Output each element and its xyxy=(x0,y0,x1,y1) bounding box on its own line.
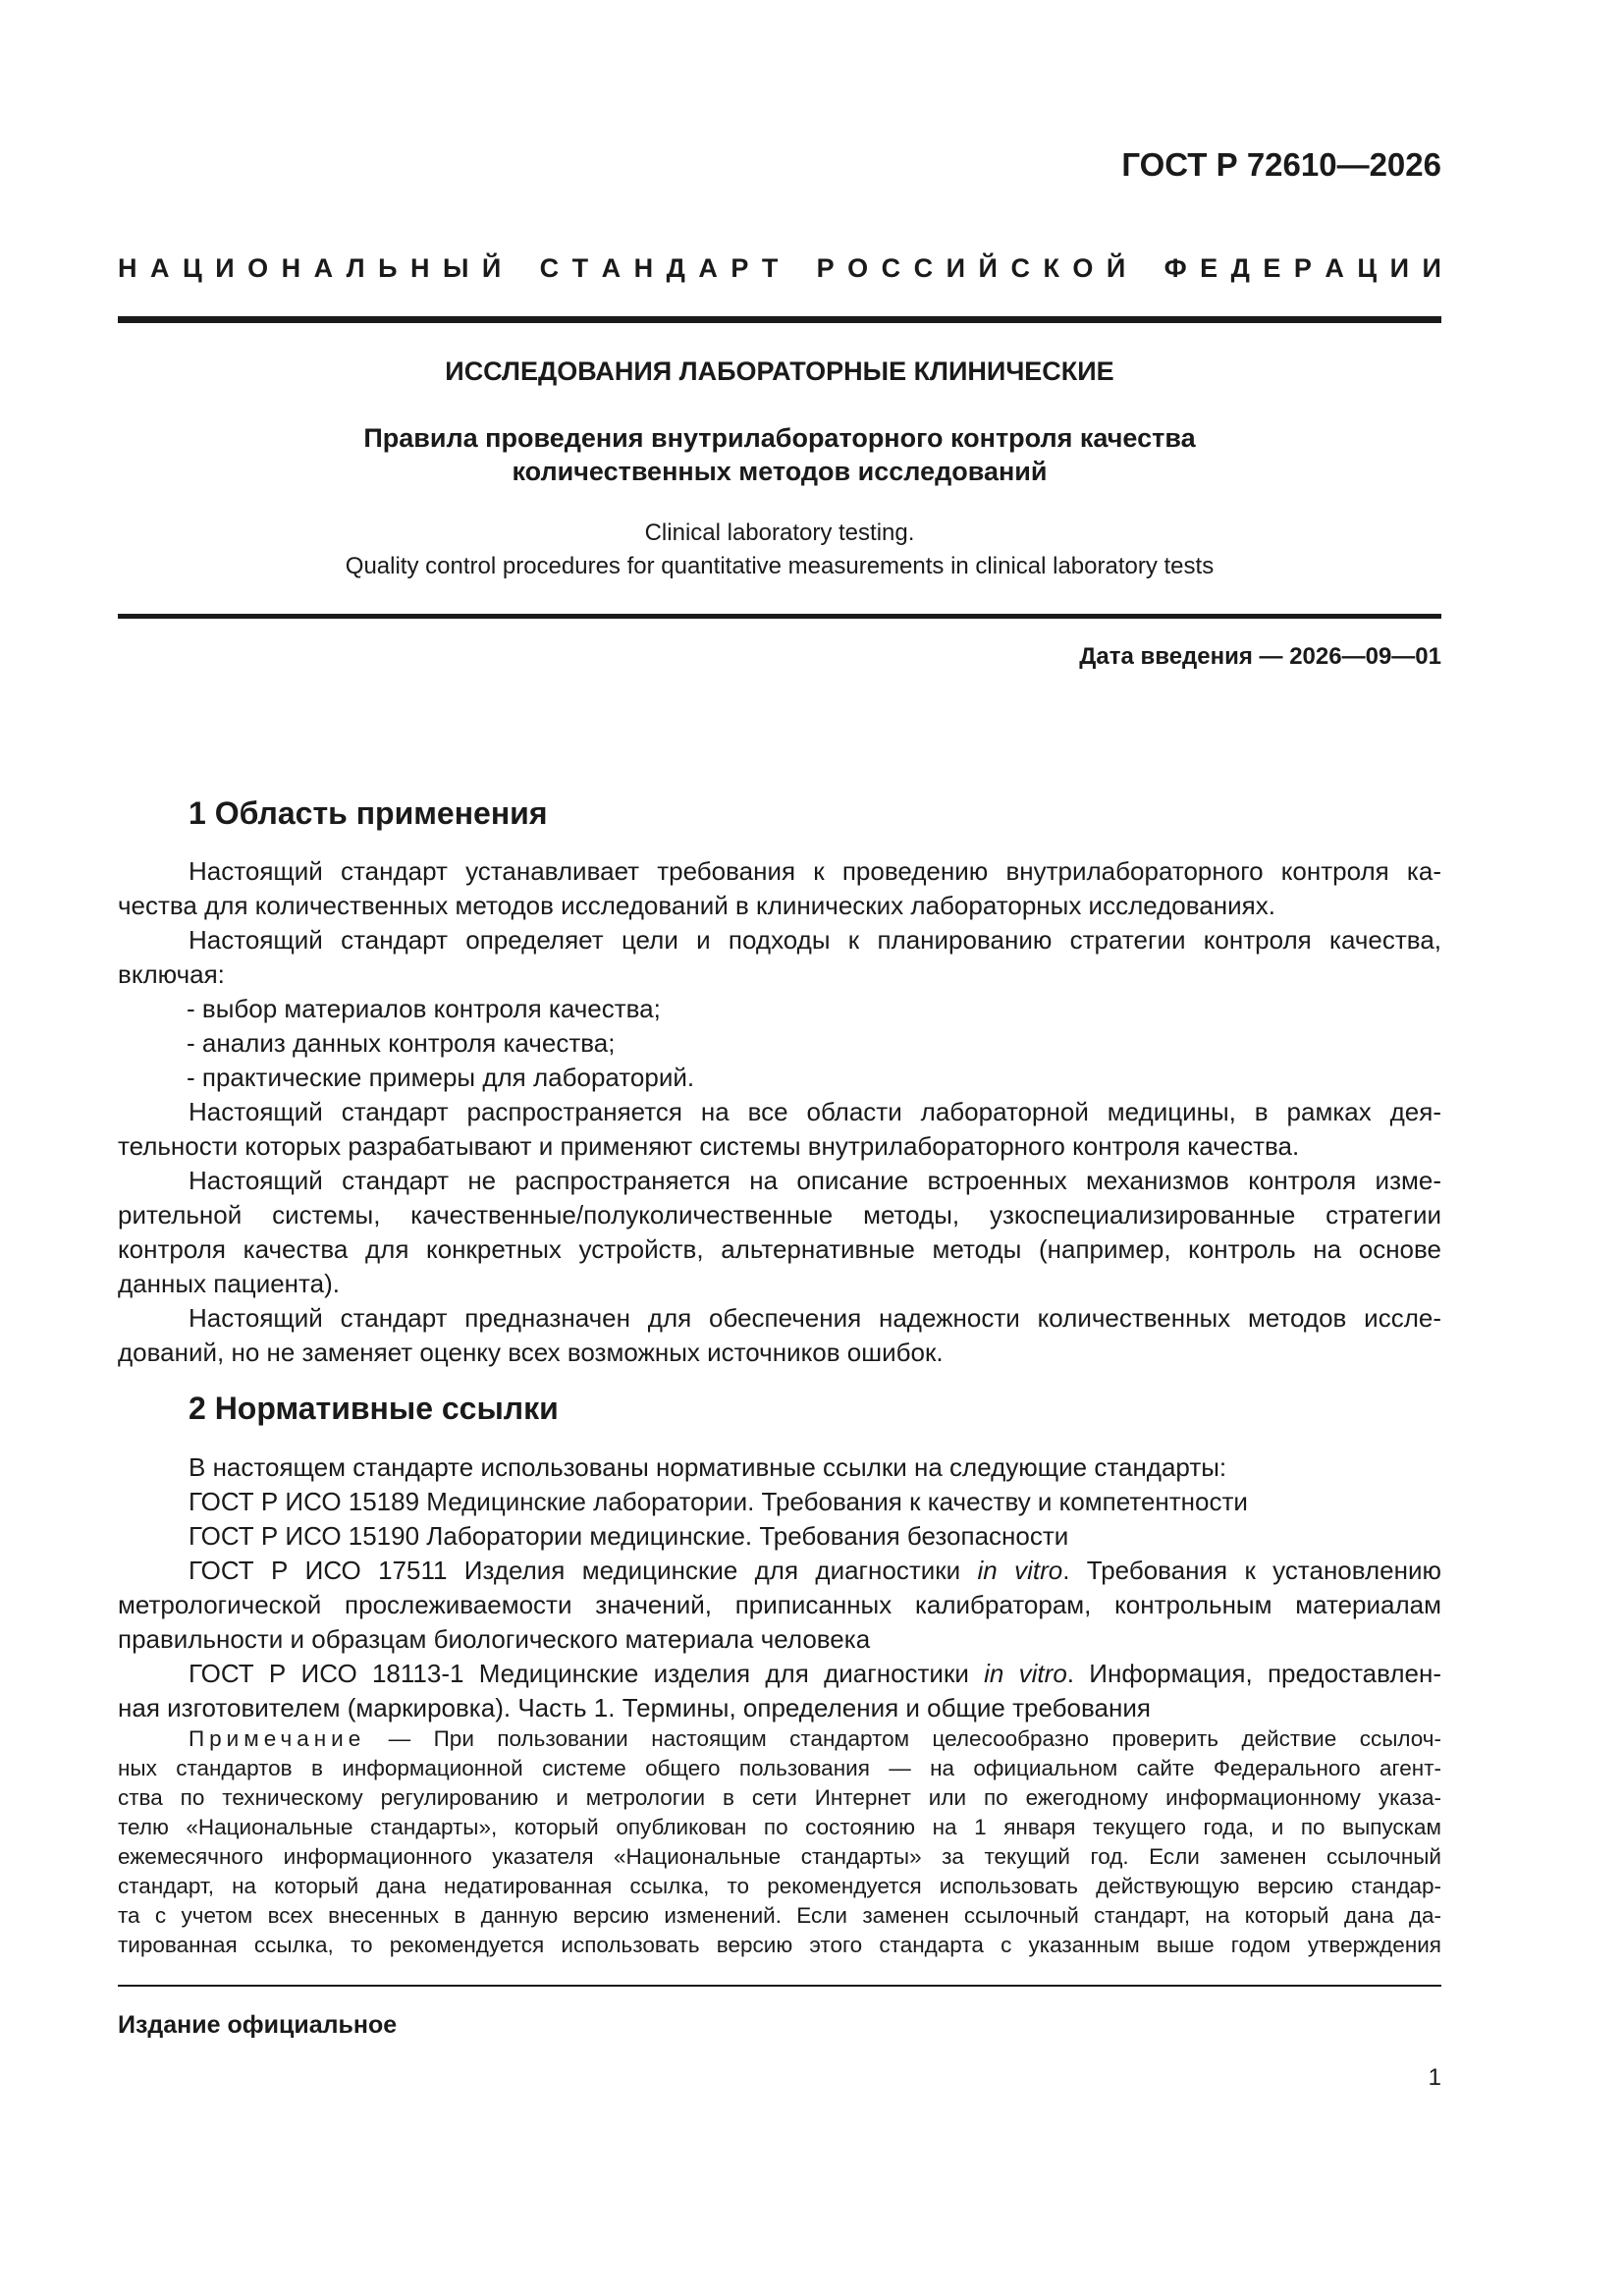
scope-list xyxy=(118,992,1441,1095)
note-line: стандарт, на который дана недатированная ссылка, то рекомендуется использовать действующую версию стандар- xyxy=(118,1874,1441,1898)
paragraph-line: рительной системы, качественные/полуколичественные методы, узкоспециализированные стратегии xyxy=(118,1200,1441,1230)
paragraph-line: Настоящий стандарт не распространяется на описание встроенных механизмов контроля изме- xyxy=(189,1166,1441,1195)
introduction-date: Дата введения — 2026—09—01 xyxy=(1079,643,1441,670)
page-number: 1 xyxy=(1428,2064,1441,2091)
english-title xyxy=(118,517,1441,583)
note-block xyxy=(118,1724,1441,1960)
document-title: ИССЛЕДОВАНИЯ ЛАБОРАТОРНЫЕ КЛИНИЧЕСКИЕ xyxy=(445,356,1114,386)
paragraph-line: Настоящий стандарт определяет цели и подходы к планированию стратегии контроля качества, xyxy=(189,925,1441,955)
paragraph-line: Настоящий стандарт предназначен для обеспечения надежности количественных методов иссле- xyxy=(189,1303,1441,1333)
paragraph-line: контроля качества для конкретных устройств, альтернативные методы (например, контроль на основе xyxy=(118,1234,1441,1264)
document-subtitle xyxy=(118,421,1441,488)
list-item: - выбор материалов контроля качества; xyxy=(187,994,661,1023)
banner-word: Р О С С И Й С К О Й xyxy=(816,253,1126,283)
top-thick-rule xyxy=(118,316,1441,323)
title-bottom-rule xyxy=(118,614,1441,619)
reference-item: ГОСТ Р ИСО 17511 Изделия медицинские для диагностики in vitro. Требования к установлению xyxy=(189,1556,1441,1585)
paragraph-line: данных пациента). xyxy=(118,1269,340,1298)
paragraph-line: включая: xyxy=(118,959,225,989)
note-label: Примечание xyxy=(189,1726,366,1751)
paragraph-line: тельности которых разрабатывают и применяют системы внутрилабораторного контроля качества. xyxy=(118,1131,1300,1161)
note-line: тированная ссылка, то рекомендуется использовать версию этого стандарта с указанным выше годом утверждения xyxy=(118,1933,1441,1957)
section-2-body xyxy=(118,1450,1441,1725)
reference-line: ная изготовителем (маркировка). Часть 1. Термины, определения и общие требования xyxy=(118,1693,1151,1722)
reference-item: ГОСТ Р ИСО 18113-1 Медицинские изделия для диагностики in vitro. Информация, предоставлен- xyxy=(189,1659,1441,1688)
edition-label: Издание официальное xyxy=(118,2011,398,2039)
note-line: ежемесячного информационного указателя «Национальные стандарты» за текущий год. Если заменен ссылочный xyxy=(118,1844,1441,1869)
reference-line: правильности и образцам биологического материала человека xyxy=(118,1624,871,1654)
paragraph-line: чества для количественных методов исследований в клинических лабораторных исследованиях. xyxy=(118,891,1275,920)
list-item: - практические примеры для лабораторий. xyxy=(187,1063,695,1092)
list-item: - анализ данных контроля качества; xyxy=(187,1028,616,1058)
subtitle-line: количественных методов исследований xyxy=(512,457,1048,486)
note-line: Примечание — При пользовании настоящим стандартом целесообразно проверить действие ссылоч- xyxy=(189,1726,1441,1751)
paragraph-line: Настоящий стандарт устанавливает требования к проведению внутрилабораторного контроля ка- xyxy=(189,856,1441,886)
paragraph-line: В настоящем стандарте использованы нормативные ссылки на следующие стандарты: xyxy=(189,1452,1227,1482)
banner-word: Н А Ц И О Н А Л Ь Н Ы Й xyxy=(118,253,502,283)
banner-word: Ф Е Д Е Р А Ц И И xyxy=(1163,253,1441,283)
english-title-line: Clinical laboratory testing. xyxy=(644,519,915,546)
paragraph-line: Настоящий стандарт распространяется на все области лабораторной медицины, в рамках дея- xyxy=(189,1097,1441,1126)
reference-item: ГОСТ Р ИСО 15189 Медицинские лаборатории. Требования к качеству и компетентности xyxy=(189,1487,1248,1516)
section-1-body xyxy=(118,854,1441,1370)
national-standard-banner xyxy=(118,251,1441,285)
reference-line: метрологической прослеживаемости значений, приписанных калибраторам, контрольным материалам xyxy=(118,1590,1441,1619)
paragraph-line: дований, но не заменяет оценку всех возможных источников ошибок. xyxy=(118,1338,944,1367)
english-title-line: Quality control procedures for quantitative measurements in clinical laboratory tests xyxy=(345,553,1215,579)
note-line: ных стандартов в информационной системе общего пользования — на официальном сайте Федерального агент- xyxy=(118,1756,1441,1780)
subtitle-line: Правила проведения внутрилабораторного контроля качества xyxy=(363,423,1196,453)
note-line: ства по техническому регулированию и метрологии в сети Интернет или по ежегодному информационному указа- xyxy=(118,1785,1441,1810)
reference-item: ГОСТ Р ИСО 15190 Лаборатории медицинские. Требования безопасности xyxy=(189,1521,1069,1551)
note-line: телю «Национальные стандарты», который опубликован по состоянию на 1 января текущего года, и по выпускам xyxy=(118,1815,1441,1839)
footer-rule xyxy=(118,1985,1441,1987)
section-2-heading: 2 Нормативные ссылки xyxy=(189,1391,559,1426)
document-code: ГОСТ Р 72610—2026 xyxy=(1121,146,1441,183)
section-1-heading: 1 Область применения xyxy=(189,795,548,831)
banner-word: С Т А Н Д А Р Т xyxy=(539,253,779,283)
note-line: та с учетом всех внесенных в данную версию изменений. Если заменен ссылочный стандарт, на который дана да- xyxy=(118,1903,1441,1928)
